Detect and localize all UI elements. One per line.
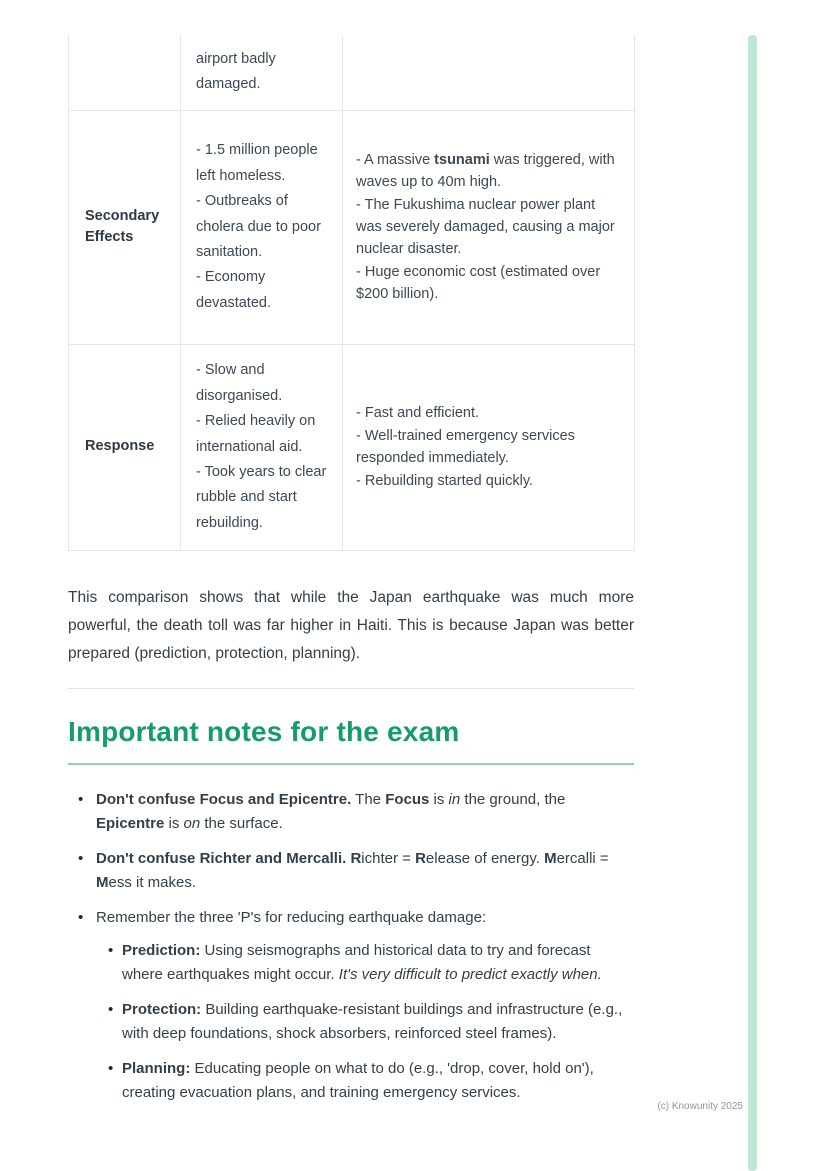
cell-line: - Economy devastated.	[196, 269, 271, 311]
comparison-table	[68, 35, 635, 551]
cell-line: - Well-trained emergency services responded immediately.	[356, 427, 575, 467]
cell-line: - Took years to clear rubble and start rebuilding.	[196, 463, 327, 531]
italic-text: on	[183, 814, 201, 832]
row-label: Secondary Effects	[69, 110, 181, 344]
emphasis-text: tsunami	[434, 151, 490, 168]
emphasis-text: Epicentre	[96, 814, 165, 832]
table-row-response	[69, 344, 635, 550]
three-ps-sublist	[96, 939, 634, 1105]
emphasis-text: R	[415, 849, 426, 867]
emphasis-text: Planning:	[122, 1059, 191, 1077]
row-label: Response	[69, 344, 181, 550]
text-segment: is	[164, 814, 184, 832]
table-row-partial	[69, 35, 635, 110]
list-item	[96, 998, 634, 1046]
cell-line: - Slow and disorganised.	[196, 362, 283, 404]
section-divider	[68, 688, 634, 689]
italic-text: in	[448, 790, 461, 808]
text-segment: Building earthquake-resistant buildings and infrastructure (e.g., with deep foundations, shock absorbers, reinforced steel frames).	[122, 1000, 623, 1042]
japan-cell	[343, 344, 635, 550]
emphasis-text: Focus	[385, 790, 430, 808]
japan-cell	[343, 35, 635, 110]
scrollbar-track[interactable]	[748, 35, 757, 1171]
text-segment: Remember the three 'P's for reducing earthquake damage:	[96, 908, 487, 926]
text-segment: the ground, the	[460, 790, 566, 808]
cell-line: - 1.5 million people left homeless.	[196, 142, 318, 184]
cell-line	[356, 149, 620, 194]
list-item	[68, 906, 634, 1105]
italic-text: It's very difficult to predict exactly when.	[338, 965, 602, 983]
table-row-secondary-effects	[69, 110, 635, 344]
text-segment: elease of energy.	[425, 849, 545, 867]
cell-line: - The Fukushima nuclear power plant was severely damaged, causing a major nuclear disaster.	[356, 196, 615, 258]
emphasis-text: M	[544, 849, 557, 867]
cell-line: - Fast and efficient.	[356, 405, 480, 422]
text-segment: the surface.	[200, 814, 283, 832]
text-segment: is	[429, 790, 449, 808]
copyright-watermark: (c) Knowunity 2025	[657, 1101, 743, 1112]
text-segment: The	[351, 790, 386, 808]
text-segment: ess it makes.	[108, 873, 197, 891]
row-label-cell	[69, 35, 181, 110]
haiti-cell	[181, 344, 343, 550]
text-segment: ichter =	[361, 849, 416, 867]
summary-paragraph: This comparison shows that while the Japan earthquake was much more powerful, the death toll was far higher in Haiti. This is because Japan was better prepared (prediction, protection, planning).	[68, 588, 634, 662]
text-segment: was triggered, with waves up to 40m high.	[356, 151, 615, 191]
list-item	[96, 939, 634, 987]
text-segment: Educating people on what to do (e.g., 'drop, cover, hold on'), creating evacuation plans, and training emergency services.	[122, 1059, 594, 1101]
emphasis-text: Don't confuse Richter and Mercalli.	[96, 849, 347, 867]
list-item	[68, 788, 634, 836]
cell-line: - Rebuilding started quickly.	[356, 472, 534, 489]
cell-line: - Relied heavily on international aid.	[196, 413, 316, 455]
cell-line: - Huge economic cost (estimated over $200 billion).	[356, 263, 601, 303]
list-item	[68, 847, 634, 895]
page-content	[68, 35, 634, 1116]
cell-line: airport badly damaged.	[196, 51, 276, 93]
emphasis-text: R	[350, 849, 362, 867]
haiti-cell	[181, 35, 343, 110]
emphasis-text: M	[96, 873, 109, 891]
text-segment: - A massive	[356, 151, 435, 168]
section-heading: Important notes for the exam	[68, 716, 634, 765]
text-segment: Using seismographs and historical data to try and forecast where earthquakes might occur.	[122, 941, 591, 983]
emphasis-text: Don't confuse Focus and Epicentre.	[96, 790, 352, 808]
list-item	[96, 1057, 634, 1105]
haiti-cell	[181, 110, 343, 344]
text-segment: ercalli =	[556, 849, 609, 867]
emphasis-text: Prediction:	[122, 941, 201, 959]
japan-cell	[343, 110, 635, 344]
cell-line: - Outbreaks of cholera due to poor sanitation.	[196, 193, 321, 260]
emphasis-text: Protection:	[122, 1000, 202, 1018]
exam-notes-list	[68, 788, 634, 1105]
